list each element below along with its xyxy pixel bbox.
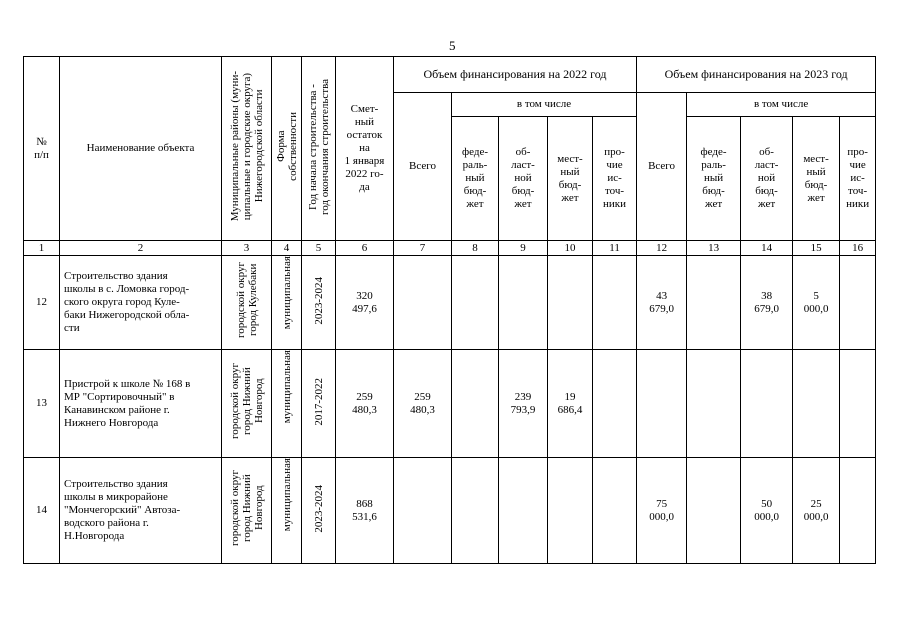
- row-ownership: муниципальная: [272, 458, 302, 564]
- header-fin-2023: Объем финансирования на 2023 год: [637, 57, 876, 93]
- row-other-2023: [840, 256, 876, 350]
- row-district: городской округ город Кулебаки: [222, 256, 272, 350]
- table-row: [24, 350, 876, 458]
- row-total-2023: 43 679,0: [637, 256, 687, 350]
- col-number: 2: [60, 241, 222, 256]
- row-total-2023: 75 000,0: [637, 458, 687, 564]
- table-row: [24, 256, 876, 350]
- row-local-2023: 25 000,0: [793, 458, 840, 564]
- row-regional-2023: [741, 350, 793, 458]
- header-incl-2022: в том числе: [452, 93, 637, 117]
- row-total-2022: [394, 256, 452, 350]
- col-number: 12: [637, 241, 687, 256]
- column-number-row: [24, 241, 876, 256]
- col-number: 8: [452, 241, 499, 256]
- col-number: 9: [499, 241, 548, 256]
- row-total-2023: [637, 350, 687, 458]
- financing-table: [23, 56, 876, 564]
- row-remainder: 259 480,3: [336, 350, 394, 458]
- col-number: 4: [272, 241, 302, 256]
- row-ownership: муниципальная: [272, 256, 302, 350]
- row-other-2023: [840, 458, 876, 564]
- header-federal-2022: феде- раль- ный бюд- жет: [452, 117, 499, 241]
- row-federal-2023: [687, 458, 741, 564]
- row-total-2022: 259 480,3: [394, 350, 452, 458]
- col-number: 15: [793, 241, 840, 256]
- table-row: [24, 458, 876, 564]
- row-district: городской округ город Нижний Новгород: [222, 458, 272, 564]
- row-federal-2022: [452, 256, 499, 350]
- row-object-name: Строительство здания школы в с. Ломовка город- ского округа город Куле- баки Нижегородской обла- сти: [60, 256, 222, 350]
- row-num: 13: [24, 350, 60, 458]
- row-local-2022: [548, 458, 593, 564]
- row-regional-2023: 38 679,0: [741, 256, 793, 350]
- row-remainder: 320 497,6: [336, 256, 394, 350]
- row-regional-2022: 239 793,9: [499, 350, 548, 458]
- header-row-1: [24, 57, 876, 93]
- row-remainder: 868 531,6: [336, 458, 394, 564]
- row-regional-2023: 50 000,0: [741, 458, 793, 564]
- row-regional-2022: [499, 458, 548, 564]
- col-number: 10: [548, 241, 593, 256]
- row-other-2023: [840, 350, 876, 458]
- col-number: 3: [222, 241, 272, 256]
- row-local-2022: 19 686,4: [548, 350, 593, 458]
- row-district: городской округ город Нижний Новгород: [222, 350, 272, 458]
- row-other-2022: [593, 458, 637, 564]
- header-total-2023: Всего: [637, 93, 687, 241]
- header-regional-2022: об- ласт- ной бюд- жет: [499, 117, 548, 241]
- col-number: 14: [741, 241, 793, 256]
- header-total-2022: Всего: [394, 93, 452, 241]
- row-other-2022: [593, 256, 637, 350]
- row-local-2023: 5 000,0: [793, 256, 840, 350]
- header-years: Год начала строительства - год окончания строительства: [302, 57, 336, 241]
- header-local-2023: мест- ный бюд- жет: [793, 117, 840, 241]
- row-local-2023: [793, 350, 840, 458]
- col-number: 7: [394, 241, 452, 256]
- row-federal-2022: [452, 458, 499, 564]
- row-total-2022: [394, 458, 452, 564]
- row-num: 14: [24, 458, 60, 564]
- row-ownership: муниципальная: [272, 350, 302, 458]
- row-federal-2023: [687, 350, 741, 458]
- col-number: 16: [840, 241, 876, 256]
- row-years: 2017-2022: [302, 350, 336, 458]
- header-fin-2022: Объем финансирования на 2022 год: [394, 57, 637, 93]
- header-other-2022: про- чие ис- точ- ники: [593, 117, 637, 241]
- header-remainder: Смет- ный остаток на 1 января 2022 го- да: [336, 57, 394, 241]
- col-number: 5: [302, 241, 336, 256]
- col-number: 6: [336, 241, 394, 256]
- col-number: 1: [24, 241, 60, 256]
- header-name: Наименование объекта: [60, 57, 222, 241]
- row-num: 12: [24, 256, 60, 350]
- row-local-2022: [548, 256, 593, 350]
- header-other-2023: про- чие ис- точ- ники: [840, 117, 876, 241]
- header-regional-2023: об- ласт- ной бюд- жет: [741, 117, 793, 241]
- row-federal-2022: [452, 350, 499, 458]
- row-other-2022: [593, 350, 637, 458]
- header-local-2022: мест- ный бюд- жет: [548, 117, 593, 241]
- header-district: Муниципальные районы (муни- ципальные и городские округа) Нижегородской области: [222, 57, 272, 241]
- header-ownership: Форма собственности: [272, 57, 302, 241]
- header-incl-2023: в том числе: [687, 93, 876, 117]
- page-number: 5: [449, 38, 456, 53]
- col-number: 13: [687, 241, 741, 256]
- row-regional-2022: [499, 256, 548, 350]
- header-num: № п/п: [24, 57, 60, 241]
- row-years: 2023-2024: [302, 256, 336, 350]
- row-object-name: Пристрой к школе № 168 в МР "Сортировочный" в Канавинском районе г. Нижнего Новгорода: [60, 350, 222, 458]
- row-object-name: Строительство здания школы в микрорайоне "Мончегорский" Автоза- водского района г. Н.Новгорода: [60, 458, 222, 564]
- header-federal-2023: феде- раль- ный бюд- жет: [687, 117, 741, 241]
- col-number: 11: [593, 241, 637, 256]
- row-federal-2023: [687, 256, 741, 350]
- row-years: 2023-2024: [302, 458, 336, 564]
